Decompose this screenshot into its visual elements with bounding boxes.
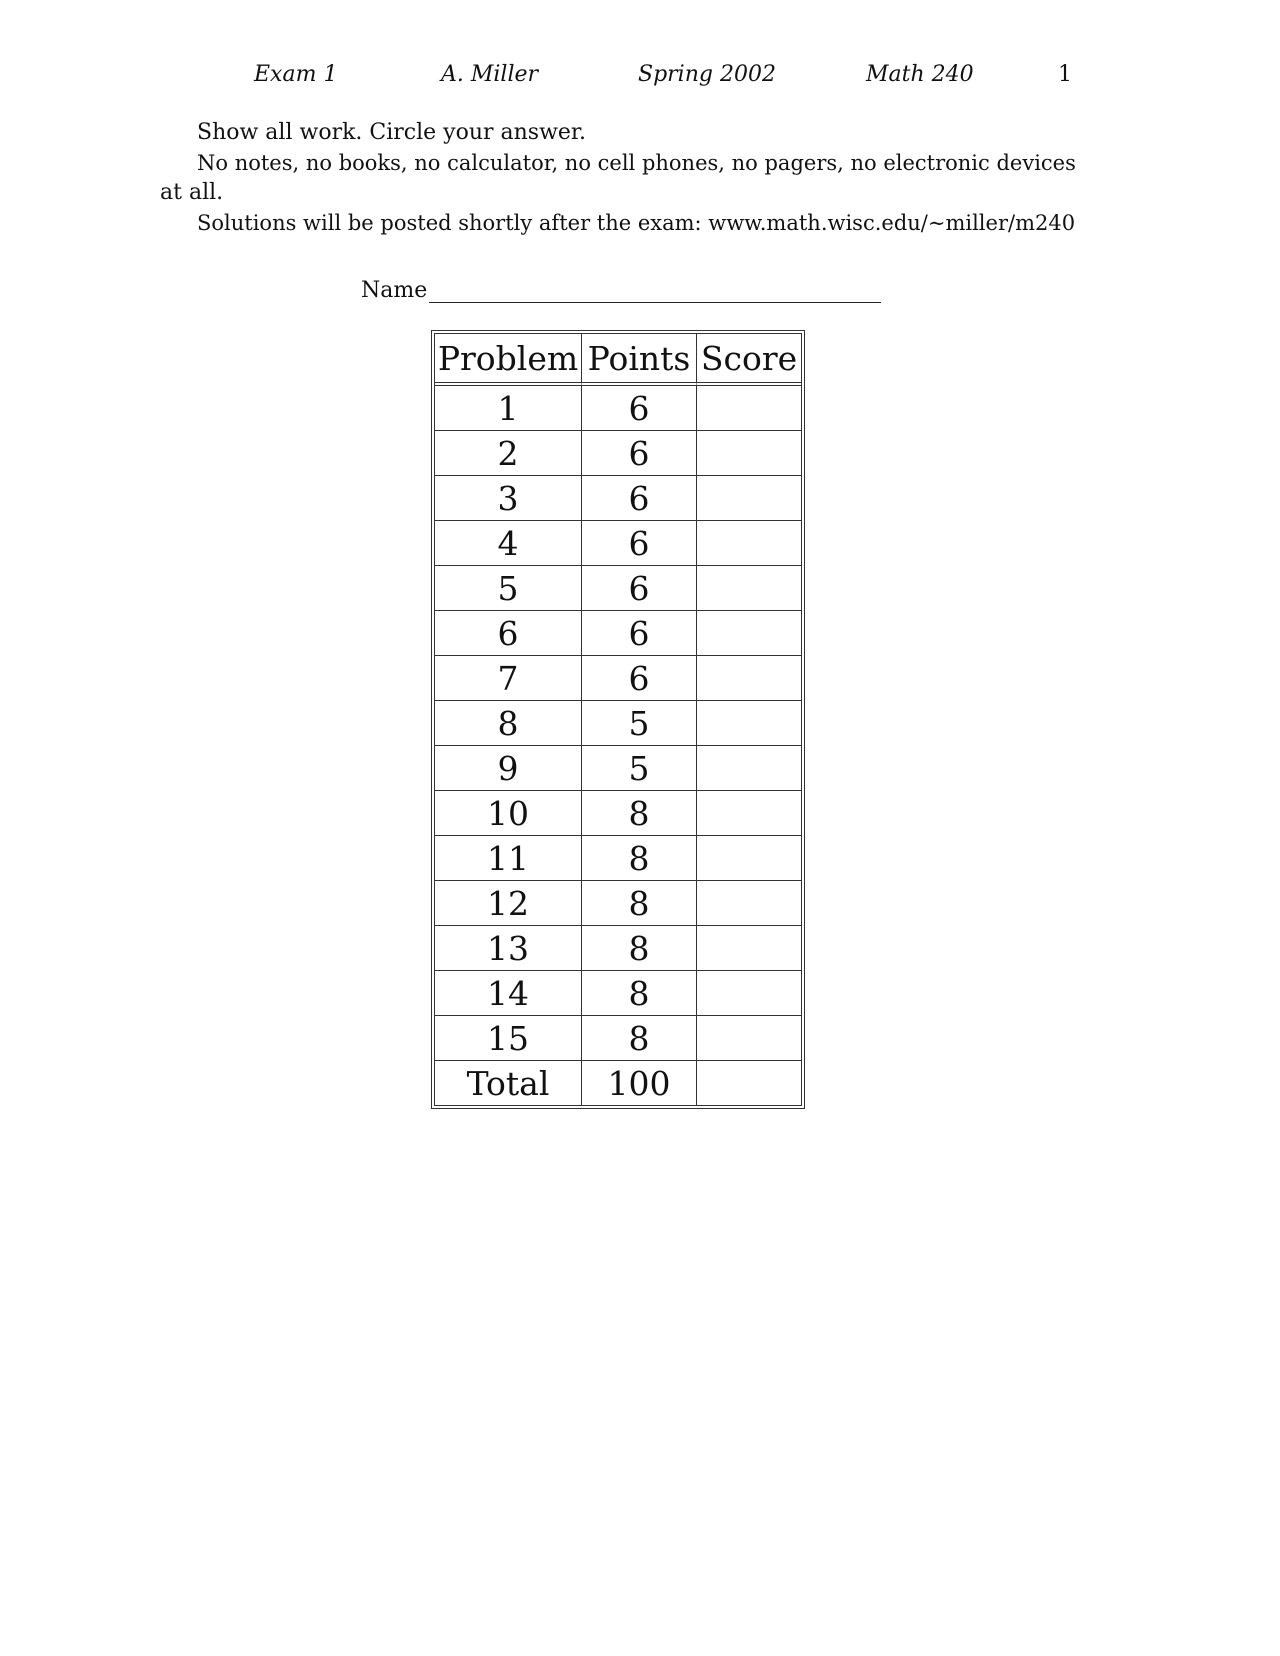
header-exam: Exam 1 xyxy=(254,62,338,87)
table-row xyxy=(435,431,801,476)
points-cell: 8 xyxy=(582,971,697,1016)
problem-cell: 9 xyxy=(435,746,582,791)
points-cell: 8 xyxy=(582,836,697,881)
score-cell[interactable] xyxy=(697,836,801,881)
score-table xyxy=(431,330,805,1109)
problem-cell: 12 xyxy=(435,881,582,926)
problem-cell: 11 xyxy=(435,836,582,881)
table-row xyxy=(435,611,801,656)
score-cell[interactable] xyxy=(697,431,801,476)
table-header-row xyxy=(435,334,801,386)
table-row xyxy=(435,701,801,746)
instruction-line-1: Show all work. Circle your answer. xyxy=(197,120,587,145)
table-row xyxy=(435,746,801,791)
points-cell: 6 xyxy=(582,656,697,701)
table-row xyxy=(435,881,801,926)
header-problem: Problem xyxy=(435,334,582,386)
score-cell[interactable] xyxy=(697,971,801,1016)
score-cell[interactable] xyxy=(697,386,801,431)
header-course: Math 240 xyxy=(866,62,974,87)
table-row xyxy=(435,926,801,971)
problem-cell: 13 xyxy=(435,926,582,971)
total-points-cell: 100 xyxy=(582,1061,697,1105)
table-row xyxy=(435,386,801,431)
score-cell[interactable] xyxy=(697,1016,801,1061)
total-score-cell[interactable] xyxy=(697,1061,801,1105)
score-cell[interactable] xyxy=(697,476,801,521)
instruction-line-2-cont: at all. xyxy=(160,180,224,205)
table-row xyxy=(435,521,801,566)
table-row xyxy=(435,566,801,611)
table-row xyxy=(435,656,801,701)
score-cell[interactable] xyxy=(697,701,801,746)
problem-cell: 14 xyxy=(435,971,582,1016)
score-cell[interactable] xyxy=(697,521,801,566)
points-cell: 6 xyxy=(582,611,697,656)
instruction-line-3: Solutions will be posted shortly after the exam: www.math.wisc.edu/∼miller/m240 xyxy=(197,211,1076,235)
problem-cell: 10 xyxy=(435,791,582,836)
table-row xyxy=(435,791,801,836)
table-row xyxy=(435,971,801,1016)
table-total-row xyxy=(435,1061,801,1105)
points-cell: 6 xyxy=(582,431,697,476)
total-label-cell: Total xyxy=(435,1061,582,1105)
name-label: Name xyxy=(361,278,428,303)
problem-cell: 6 xyxy=(435,611,582,656)
problem-cell: 1 xyxy=(435,386,582,431)
score-cell[interactable] xyxy=(697,881,801,926)
score-cell[interactable] xyxy=(697,926,801,971)
table-row xyxy=(435,1016,801,1061)
points-cell: 8 xyxy=(582,926,697,971)
problem-cell: 7 xyxy=(435,656,582,701)
problem-cell: 8 xyxy=(435,701,582,746)
name-blank-line[interactable] xyxy=(429,280,881,303)
problem-cell: 5 xyxy=(435,566,582,611)
score-cell[interactable] xyxy=(697,656,801,701)
points-cell: 8 xyxy=(582,1016,697,1061)
header-points: Points xyxy=(582,334,697,386)
instruction-line-2: No notes, no books, no calculator, no cell phones, no pagers, no electronic devices xyxy=(197,151,1076,175)
points-cell: 8 xyxy=(582,881,697,926)
header-score: Score xyxy=(697,334,801,386)
points-cell: 5 xyxy=(582,746,697,791)
score-cell[interactable] xyxy=(697,791,801,836)
problem-cell: 3 xyxy=(435,476,582,521)
problem-cell: 15 xyxy=(435,1016,582,1061)
points-cell: 5 xyxy=(582,701,697,746)
score-cell[interactable] xyxy=(697,611,801,656)
header-author: A. Miller xyxy=(441,62,539,87)
problem-cell: 2 xyxy=(435,431,582,476)
points-cell: 6 xyxy=(582,386,697,431)
points-cell: 6 xyxy=(582,566,697,611)
name-field[interactable] xyxy=(361,278,881,303)
points-cell: 6 xyxy=(582,521,697,566)
points-cell: 6 xyxy=(582,476,697,521)
problem-cell: 4 xyxy=(435,521,582,566)
score-cell[interactable] xyxy=(697,746,801,791)
table-row xyxy=(435,476,801,521)
score-cell[interactable] xyxy=(697,566,801,611)
table-row xyxy=(435,836,801,881)
header-term: Spring 2002 xyxy=(638,62,776,87)
page-number: 1 xyxy=(1058,62,1072,87)
points-cell: 8 xyxy=(582,791,697,836)
